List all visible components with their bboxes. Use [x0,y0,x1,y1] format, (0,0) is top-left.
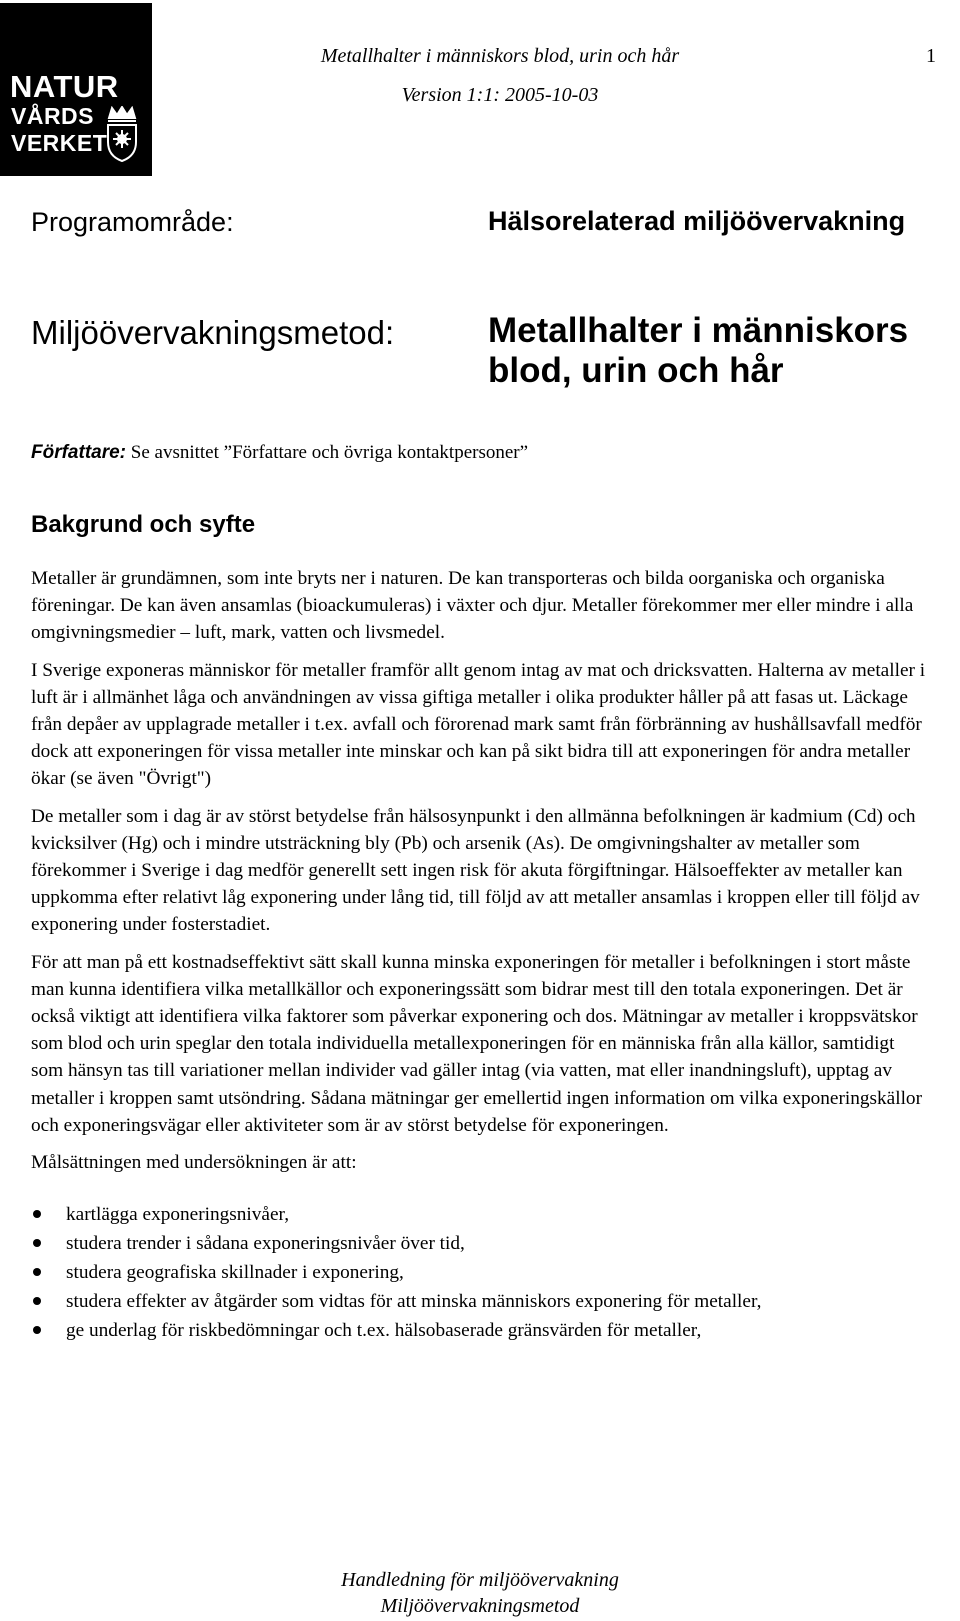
header-version: Version 1:1: 2005-10-03 [401,84,599,106]
naturvardsverket-logo [0,3,152,176]
author-line [31,442,528,464]
list-item: studera effekter av åtgärder som vidtas för att minska människors exponering för metaller, [31,1287,931,1316]
method-value-line-2: blod, urin och hår [488,351,784,390]
method-value-line-1: Metallhalter i människors [488,311,909,350]
paragraph: För att man på ett kostnadseffektivt sätt skall kunna minska exponeringen för metaller i befolkningen i stort måste man kunna identifiera vilka metallkällor och exponeringssätt som bidrar mest till den totala exponeringen. Det är också viktigt att identifiera vilka faktorer som påverkar exponering och dos. Mätningar av metaller i kroppsvätskor som blod och urin speglar den totala individuella metallexponeringen för en människa från alla källor, samtidigt som hänsyn tas till variationer mellan individer vad gäller intag (via vatten, mat eller inandningsluft), upptag av metaller i kroppen samt utsöndring. Sådana mätningar ger emellertid ingen information om vilka exponeringskällor och exponeringsvägar eller aktiviteter som är av störst betydelse för exponeringen. [31,951,922,1136]
paragraph: Målsättningen med undersökningen är att: [31,1152,357,1174]
paragraph: De metaller som i dag är av störst betydelse från hälsosynpunkt i den allmänna befolkningen är kadmium (Cd) och kvicksilver (Hg) och i mindre utsträckning bly (Pb) och arsenik (As). De omgivningshalter av metaller som förekommer i Sverige i dag medför generellt sett ingen risk för akuta förgiftningar. Hälsoeffekter av metaller kan uppkomma efter relativt låg exponering under lång tid, till följd av att metaller ansamlas i kroppen eller till följd av exponering under fosterstadiet. [31,805,920,936]
program-label: Programområde: [31,207,234,237]
list-item: ge underlag för riskbedömningar och t.ex. hälsobaserade gränsvärden för metaller, [31,1316,931,1345]
footer-line-1: Handledning för miljöövervakning [341,1569,619,1591]
author-text: Se avsnittet ”Författare och övriga kontaktpersoner” [126,442,529,463]
logo-line-3: VERKET [11,130,108,156]
logo-line-1: NATUR [10,69,119,104]
logo-line-2: VÅRDS [11,103,95,129]
list-item: studera geografiska skillnader i exponering, [31,1258,931,1287]
crown-shield-emblem-icon [104,106,140,162]
paragraph: Metaller är grundämnen, som inte bryts ner i naturen. De kan transporteras och bilda oorganiska och organiska föreningar. De kan även ansamlas (bioackumuleras) i växter och djur. Metaller förekommer mer eller mindre i alla omgivningsmedier – luft, mark, vatten och livsmedel. [31,568,914,644]
list-item: kartlägga exponeringsnivåer, [31,1200,931,1229]
author-label: Författare: [31,442,127,463]
header-title: Metallhalter i människors blod, urin och hår [320,45,680,67]
goals-list [31,1200,931,1345]
paragraph: I Sverige exponeras människor för metaller framför allt genom intag av mat och dricksvatten. Halterna av metaller i luft är i allmänhet låga och användningen av vissa giftiga metaller i olika produkter håller på att fasas ut. Läckage från depåer av upplagrade metaller i t.ex. avfall och förorenad mark samt från förbränning av hushållsavfall medför dock att exponeringen för vissa metaller inte minskar och kan på sikt bidra till att exponeringen för andra metaller ökar (se även "Övrigt") [31,659,926,790]
program-value: Hälsorelaterad miljöövervakning [488,206,906,236]
method-label: Miljöövervakningsmetod: [31,314,395,351]
list-item: studera trender i sådana exponeringsnivåer över tid, [31,1229,931,1258]
footer-line-2: Miljöövervakningsmetod [380,1595,580,1617]
page-number: 1 [926,45,936,67]
section-body [31,565,931,1345]
section-heading: Bakgrund och syfte [31,511,256,538]
